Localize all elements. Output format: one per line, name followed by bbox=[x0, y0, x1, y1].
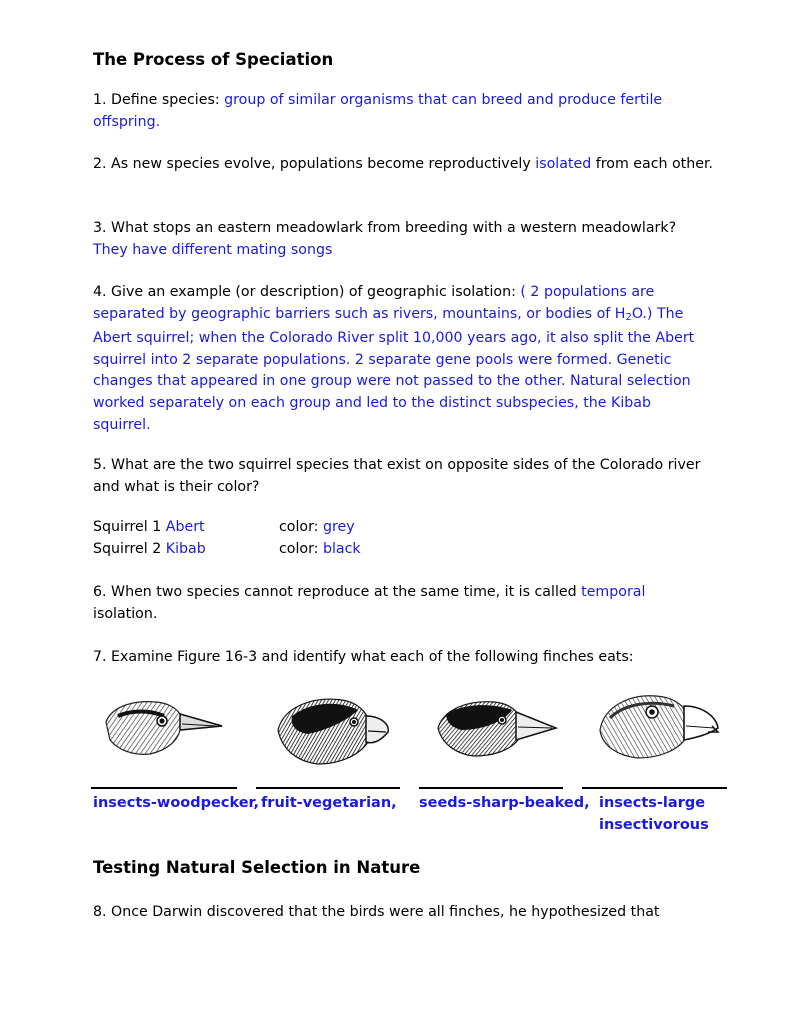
question-4-end: . bbox=[146, 416, 151, 433]
question-2-prompt: 2. As new species evolve, populations become reproductively bbox=[93, 156, 536, 172]
squirrel-1-name: Abert bbox=[165, 519, 205, 535]
squirrel-1-label: Squirrel 1 bbox=[93, 519, 166, 535]
squirrel-1-color-value: grey bbox=[322, 519, 355, 535]
question-1-answer: group of similar organisms that can breed and produce fertile offspring bbox=[93, 92, 663, 130]
section-2-title: Testing Natural Selection in Nature bbox=[93, 858, 421, 877]
answer-line-4 bbox=[582, 787, 727, 789]
question-1 bbox=[93, 90, 713, 133]
squirrel-row-1 bbox=[93, 517, 355, 539]
finch-head-insectivore-icon bbox=[594, 688, 722, 770]
squirrel-2-color bbox=[279, 539, 361, 561]
question-3-prompt: 3. What stops an eastern meadowlark from breeding with a western meadowlark? bbox=[93, 220, 677, 236]
finch-4-label-line1: insects-large bbox=[599, 795, 706, 811]
answer-line-1 bbox=[91, 787, 237, 789]
finch-4-label-line2: insectivorous bbox=[599, 817, 709, 833]
squirrel-1-color bbox=[279, 517, 355, 539]
question-8-prompt: 8. Once Darwin discovered that the birds were all finches, he hypothesized that bbox=[93, 904, 660, 920]
question-5-prompt: 5. What are the two squirrel species that exist on opposite sides of the Colorado river and what is their color? bbox=[93, 457, 701, 495]
question-4-answer-b: O.) The Abert squirrel; when the Colorado River split 10,000 years ago, it also split the Abert squirrel into 2 separate populations. 2 separate gene pools were formed. Genetic changes that appeared in one group were not passed to the other. Natural selection worked separately on each group and led to the distinct subspecies, the Kibab squirrel bbox=[93, 305, 695, 433]
finch-4-label bbox=[599, 792, 709, 836]
question-7-prompt: 7. Examine Figure 16-3 and identify what each of the following finches eats: bbox=[93, 649, 634, 665]
finch-3-label: seeds-sharp-beaked, bbox=[419, 795, 590, 811]
finch-head-vegetarian-icon bbox=[268, 690, 400, 770]
question-7 bbox=[93, 647, 713, 669]
page-title: The Process of Speciation bbox=[93, 50, 334, 69]
squirrel-2-label: Squirrel 2 bbox=[93, 541, 166, 557]
question-3-answer: They have different mating songs bbox=[93, 241, 333, 258]
answer-line-3 bbox=[419, 787, 563, 789]
squirrel-1-color-label: color: bbox=[279, 519, 323, 535]
finch-head-seed-icon bbox=[432, 690, 562, 770]
question-6 bbox=[93, 582, 713, 625]
question-2-answer: isolated bbox=[535, 156, 592, 172]
finch-1-label: insects-woodpecker, bbox=[93, 795, 260, 811]
question-4-answer-a: ( 2 populations are separated by geographic barriers such as rivers, mountains, or bodies of H bbox=[93, 284, 655, 322]
squirrel-row-2 bbox=[93, 539, 361, 561]
question-6-answer: temporal bbox=[581, 584, 646, 600]
question-5 bbox=[93, 455, 713, 498]
question-3 bbox=[93, 218, 713, 261]
question-6-end: isolation. bbox=[93, 605, 158, 622]
question-6-prompt: 6. When two species cannot reproduce at the same time, it is called bbox=[93, 584, 582, 600]
squirrel-2-name: Kibab bbox=[165, 541, 206, 557]
squirrel-2-color-value: black bbox=[322, 541, 361, 557]
question-1-end: . bbox=[155, 113, 161, 130]
question-4-prompt: 4. Give an example (or description) of geographic isolation: bbox=[93, 284, 521, 300]
finch-2-label: fruit-vegetarian, bbox=[261, 795, 397, 811]
question-2 bbox=[93, 154, 713, 176]
answer-line-2 bbox=[256, 787, 400, 789]
squirrel-2-color-label: color: bbox=[279, 541, 323, 557]
finch-head-woodpecker-icon bbox=[98, 688, 228, 768]
question-2-end: from each other. bbox=[591, 156, 713, 172]
question-1-prompt: 1. Define species: bbox=[93, 92, 225, 108]
question-4-answer-subscript: 2 bbox=[625, 311, 632, 323]
question-4 bbox=[93, 282, 713, 436]
question-8 bbox=[93, 902, 713, 924]
